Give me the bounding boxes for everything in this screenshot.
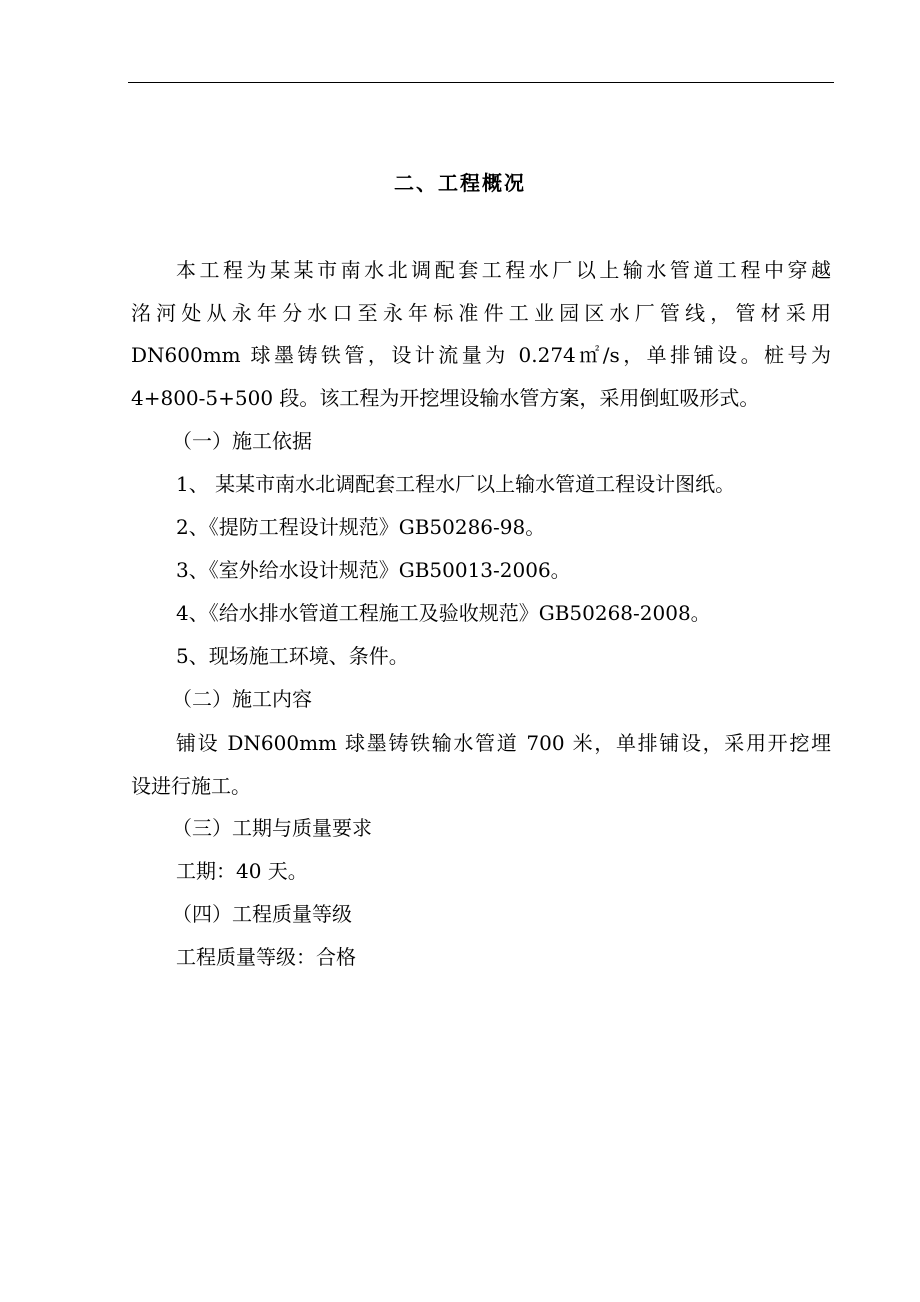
- content-heading: （二）施工内容: [172, 687, 312, 711]
- basis-heading: （一）施工依据: [172, 429, 312, 453]
- quality-text: 工程质量等级：合格: [176, 945, 356, 969]
- intro-paragraph: [131, 249, 831, 419]
- intro-line-3: DN600mm 球墨铸铁管，设计流量为 0.274㎡/s，单排铺设。桩号为: [131, 343, 831, 367]
- content-line-1: 铺设 DN600mm 球墨铸铁输水管道 700 米，单排铺设，采用开挖埋: [176, 731, 831, 755]
- quality-heading: （四）工程质量等级: [172, 902, 352, 926]
- intro-line-2: 洺河处从永年分水口至永年标准件工业园区水厂管线，管材采用: [131, 300, 831, 325]
- schedule-heading: （三）工期与质量要求: [172, 816, 372, 840]
- basis-item-2: 2、《提防工程设计规范》GB50286-98。: [176, 515, 546, 539]
- header-rule: [128, 82, 834, 83]
- basis-item-1: 1、 某某市南水北调配套工程水厂以上输水管道工程设计图纸。: [176, 472, 736, 496]
- schedule-text: 工期：40 天。: [176, 859, 308, 883]
- basis-item-3: 3、《室外给水设计规范》GB50013-2006。: [176, 558, 571, 582]
- section-title: 二、工程概况: [394, 171, 526, 195]
- intro-line-4: 4+800-5+500 段。该工程为开挖埋设输水管方案，采用倒虹吸形式。: [131, 385, 760, 410]
- intro-line-1: 本工程为某某市南水北调配套工程水厂以上输水管道工程中穿越: [176, 258, 831, 282]
- basis-item-5: 5、现场施工环境、条件。: [176, 644, 409, 668]
- content-line-2: 设进行施工。: [131, 773, 251, 798]
- basis-item-4: 4、《给水排水管道工程施工及验收规范》GB50268-2008。: [176, 601, 711, 625]
- content-paragraph: [131, 722, 831, 807]
